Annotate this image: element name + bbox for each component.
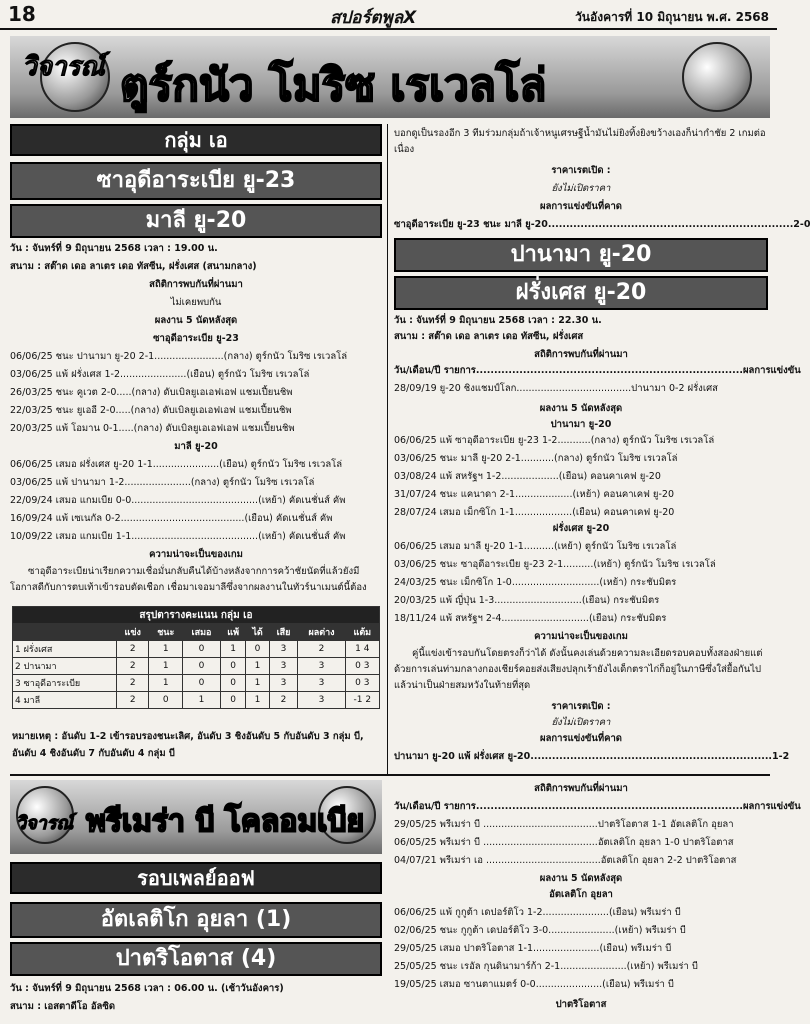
col-header: ผลต่าง — [298, 624, 345, 641]
list-item: 04/07/21 พรีเมร่า เอ ......................................อัตเลติโก อุยลา 2-2 ปาตริโอตาส — [394, 855, 737, 866]
table-row: 1 ฝรั่งเศส 2 1 0 1 0 3 2 1 4 — [13, 641, 380, 658]
match-venue: สนาม : เอสตาดีโอ อัลซิด — [10, 1001, 115, 1012]
section-divider — [10, 774, 770, 776]
list-item: 31/07/24 ชนะ แคนาดา 2-1...................(เหย้า) คอนคาเคฟ ยู-20 — [394, 489, 674, 500]
brand-logo: สปอร์ตพูลX — [330, 8, 417, 28]
col-header — [13, 624, 117, 641]
team-away-bar: มาลี ยู-20 — [10, 204, 382, 238]
list-item: 20/03/25 แพ้ ญี่ปุ่น 1-3.............................(เยือน) กระชับมิตร — [394, 595, 660, 606]
match-venue: สนาม : สต๊าด เดอ ลาเตร เดอ ทัสซีน, ฝรั่งเศส (สนามกลาง) — [10, 261, 257, 272]
col-header: ได้ — [246, 624, 269, 641]
list-item: 06/06/25 เสมอ มาลี ยู-20 1-1..........(เหย้า) ตูร์กนัว โมริซ เรเวลโล่ — [394, 541, 677, 552]
h2h-header: วัน/เดือน/ปี รายการ..........................................................................ผลการแข่งขัน — [394, 365, 801, 376]
prediction-line: ซาอุดีอาระเบีย ยู-23 ชนะ มาลี ยู-20....................................................................2-0 — [394, 219, 810, 230]
list-item: 25/05/25 ชนะ เรอัล กุนดินามาร์ก้า 2-1......................(เหย้า) พรีเมร่า บี — [394, 961, 698, 972]
team-away-bar: ปาตริโอตาส (4) — [10, 942, 382, 976]
list-item: 06/06/25 ชนะ ปานามา ยู-20 2-1.......................(กลาง) ตูร์กนัว โมริซ เรเวลโล่ — [10, 351, 348, 362]
col-header: แพ้ — [220, 624, 245, 641]
banner-title: ตูร์กนัว โมริซ เรเวลโล่ — [120, 60, 547, 111]
team-home-bar: ซาอุดีอาระเบีย ยู-23 — [10, 162, 382, 200]
rate-value: ยังไม่เปิดราคา — [551, 183, 611, 194]
match-venue: สนาม : สต๊าด เดอ ลาเตร เดอ ทัสซีน, ฝรั่งเศส — [394, 331, 584, 342]
list-item: 03/06/25 แพ้ ปานามา 1-2......................(กลาง) ตูร์กนัว โมริซ เรเวลโล่ — [10, 477, 315, 488]
column-divider — [387, 124, 388, 774]
standings-caption: สรุปตารางคะแนน กลุ่ม เอ — [13, 607, 380, 624]
form-title: ผลงาน 5 นัดหลังสุด — [154, 315, 238, 326]
prob-text: ซาอุดีอาระเบียน่าเรียกความเชื่อมั่นกลับคืนได้บ้างหลังจากการคว้าชัยนัดที่แล้วยังมีโอกาสดีกับการตบเท้าเข้ารอบตัดเชือก เชื่อมาเจอมาลีซึ่งจากผลงานในทัวร์นาเมนต์นี้ต้อง — [10, 566, 367, 593]
rate-title: ราคาเรตเปิด : — [551, 701, 611, 712]
table-row: 3 ซาอุดีอาระเบีย 2 1 0 0 1 3 3 0 3 — [13, 675, 380, 692]
col-header: เสมอ — [183, 624, 221, 641]
table-row: 4 มาลี 2 0 1 0 1 2 3 -1 2 — [13, 692, 380, 709]
list-item: 03/06/25 ชนะ ซาอุดีอาระเบีย ยู-23 2-1..........(เหย้า) ตูร์กนัว โมริซ เรเวลโล่ — [394, 559, 716, 570]
round-bar: รอบเพลย์ออฟ — [10, 862, 382, 894]
h2h-title: สถิติการพบกันที่ผ่านมา — [534, 349, 628, 360]
banner-bottom — [10, 780, 382, 854]
standings-note: หมายเหตุ : อันดับ 1-2 เข้ารอบรองชนะเลิศ, อันดับ 3 ชิงอันดับ 5 กับอันดับ 3 กลุ่ม บี, อันดับ 4 ชิงอันดับ 7 กับอันดับ 4 กลุ่ม บี — [12, 731, 364, 759]
prediction-line: ปานามา ยู-20 แพ้ ฝรั่งเศส ยู-20...................................................................1-2 — [394, 751, 790, 762]
col-header: แข่ง — [117, 624, 149, 641]
list-item: 22/09/24 เสมอ แกมเบีย 0-0..........................................(เหย้า) คัดเนชั่นส์ คัพ — [10, 495, 346, 506]
list-item: 29/05/25 เสมอ ปาตริโอตาส 1-1......................(เยือน) พรีเมร่า บี — [394, 943, 672, 954]
h2h-title: สถิติการพบกันที่ผ่านมา — [534, 783, 628, 794]
match-date-time: วัน : จันทร์ที่ 9 มิถุนายน 2568 เวลา : 19.00 น. — [10, 243, 218, 254]
col-header: ชนะ — [149, 624, 183, 641]
h2h-title: สถิติการพบกันที่ผ่านมา — [149, 279, 243, 290]
prob-title: ความน่าจะเป็นของเกม — [149, 549, 243, 560]
table-row: 2 ปานามา 2 1 0 0 1 3 3 0 3 — [13, 658, 380, 675]
h2h-none: ไม่เคยพบกัน — [170, 297, 222, 308]
banner-title: พรีเมร่า บี โคลอมเบีย — [86, 804, 365, 839]
list-item: 02/06/25 ชนะ กูกูต้า เดปอร์ติโว 3-0......................(เหย้า) พรีเมร่า บี — [394, 925, 686, 936]
banner-label: วิจารณ์ — [16, 813, 74, 834]
team1-form-list — [10, 348, 382, 438]
list-item: 19/05/25 เสมอ ซานตาแมตร์ 0-0......................(เยือน) พรีเมร่า บี — [394, 979, 674, 990]
team2-name: มาลี ยู-20 — [174, 441, 218, 452]
h2h-row: 28/09/19 ยู-20 ชิงแชมป์โลก......................................ปานามา 0-2 ฝรั่งเศส — [394, 383, 718, 394]
match-date-time: วัน : จันทร์ที่ 9 มิถุนายน 2568 เวลา : 22.30 น. — [394, 315, 602, 326]
team-away-bar: ฝรั่งเศส ยู-20 — [394, 276, 768, 310]
list-item: 06/05/25 พรีเมร่า บี ......................................อัตเลติโก อุยลา 1-0 ปาตริโอตาส — [394, 837, 734, 848]
team1-name: ซาอุดีอาระเบีย ยู-23 — [153, 333, 239, 344]
list-item: 22/03/25 ชนะ ยูเออี 2-0.....(กลาง) ดับเบิลยูเอเอฟเอฟ แชมเปี้ยนชิพ — [10, 405, 292, 416]
group-bar: กลุ่ม เอ — [10, 124, 382, 156]
col-header: แต้ม — [345, 624, 379, 641]
match-date-time: วัน : จันทร์ที่ 9 มิถุนายน 2568 เวลา : 06.00 น. (เช้าวันอังคาร) — [10, 983, 284, 994]
team-home-bar: ปานามา ยู-20 — [394, 238, 768, 272]
team2-form-list — [10, 456, 382, 546]
list-item: 03/06/25 ชนะ มาลี ยู-20 2-1...........(กลาง) ตูร์กนัว โมริซ เรเวลโล่ — [394, 453, 678, 464]
rate-title: ราคาเรตเปิด : — [551, 165, 611, 176]
team2-name: ฝรั่งเศส ยู-20 — [552, 523, 610, 534]
list-item: 03/06/25 แพ้ ฝรั่งเศส 1-2......................(เยือน) ตูร์กนัว โมริซ เรเวลโล่ — [10, 369, 310, 380]
list-item: 06/06/25 แพ้ กูกูต้า เดปอร์ติโว 1-2......................(เยือน) พรีเมร่า บี — [394, 907, 681, 918]
list-item: 20/03/25 แพ้ โอมาน 0-1.....(กลาง) ดับเบิลยูเอเอฟเอฟ แชมเปี้ยนชิพ — [10, 423, 295, 434]
prediction-title: ผลการแข่งขันที่คาด — [540, 201, 622, 212]
h2h-list — [394, 816, 768, 870]
banner-top — [10, 36, 770, 118]
standings-table — [12, 606, 380, 709]
col-header: เสีย — [269, 624, 298, 641]
h2h-header: วัน/เดือน/ปี รายการ..........................................................................ผลการแข่งขัน — [394, 801, 801, 812]
team2-form-list — [394, 538, 768, 628]
list-item: 03/08/24 แพ้ สหรัฐฯ 1-2...................(เยือน) คอนคาเคฟ ยู-20 — [394, 471, 661, 482]
list-item: 06/06/25 เสมอ ฝรั่งเศส ยู-20 1-1......................(เยือน) ตูร์กนัว โมริซ เรเวลโล่ — [10, 459, 343, 470]
rate-value: ยังไม่เปิดราคา — [551, 717, 611, 728]
list-item: 10/09/22 เสมอ แกมเบีย 1-1..........................................(เหย้า) คัดเนชั่นส์ คัพ — [10, 531, 346, 542]
list-item: 29/05/25 พรีเมร่า บี ......................................ปาตริโอตาส 1-1 อัตเลติโก อุยลา — [394, 819, 734, 830]
top-bar — [0, 0, 777, 30]
issue-date: วันอังคารที่ 10 มิถุนายน พ.ศ. 2568 — [575, 10, 769, 24]
form-title: ผลงาน 5 นัดหลังสุด — [539, 403, 623, 414]
prob-text: คู่นี้แข่งเข้ารอบกันโดยตรงก็ว่าได้ ดังนั้นคงเล่นด้วยความละเอียดรอบคอบทั้งสองฝ่ายแต่ด้วยการเล่นท่ามกลางกองเชียร์คอยส่งเสียงปลุกเร้ายังไงเด็กตราไก่ก็อยู่ในภาษีซึ่งใส่ยื้อกันไปแล้วน่าเป็นฝ่ายสมหวังในท้ายที่สุด — [394, 648, 763, 691]
team2-name: ปาตริโอตาส — [555, 999, 607, 1010]
banner-label: วิจารณ์ — [22, 52, 105, 82]
list-item: 26/03/25 ชนะ คูเวต 2-0.....(กลาง) ดับเบิลยูเอเอฟเอฟ แชมเปี้ยนชิพ — [10, 387, 293, 398]
prediction-title: ผลการแข่งขันที่คาด — [540, 733, 622, 744]
team-home-bar: อัตเลติโก อุยลา (1) — [10, 902, 382, 938]
continued-text: บอกดูเป็นรองอีก 3 ทีมร่วมกลุ่มถ้าเจ้าหนูเศรษฐีน้ำมันไม่ยิงทิ้งยิงขว้างเองก็น่ากำชัย 2 เกมต่อเนื่อง — [394, 128, 766, 155]
list-item: 16/09/24 แพ้ เซเนกัล 0-2.........................................(เยือน) คัดเนชั่นส์ คัพ — [10, 513, 333, 524]
list-item: 24/03/25 ชนะ เม็กซิโก 1-0.............................(เหย้า) กระชับมิตร — [394, 577, 677, 588]
team1-name: ปานามา ยู-20 — [550, 419, 612, 430]
prob-title: ความน่าจะเป็นของเกม — [534, 631, 628, 642]
list-item: 06/06/25 แพ้ ซาอุดีอาระเบีย ยู-23 1-2...........(กลาง) ตูร์กนัว โมริซ เรเวลโล่ — [394, 435, 715, 446]
team1-name: อัตเลติโก อุยลา — [549, 889, 613, 900]
form-title: ผลงาน 5 นัดหลังสุด — [539, 873, 623, 884]
list-item: 28/07/24 เสมอ เม็กซิโก 1-1...................(เยือน) คอนคาเคฟ ยู-20 — [394, 507, 675, 518]
team1-form-list — [394, 432, 768, 522]
list-item: 18/11/24 แพ้ สหรัฐฯ 2-4.............................(เยือน) กระชับมิตร — [394, 613, 667, 624]
page-number: 18 — [8, 2, 36, 26]
team1-form-list — [394, 904, 768, 994]
soccer-ball-icon — [682, 42, 752, 112]
